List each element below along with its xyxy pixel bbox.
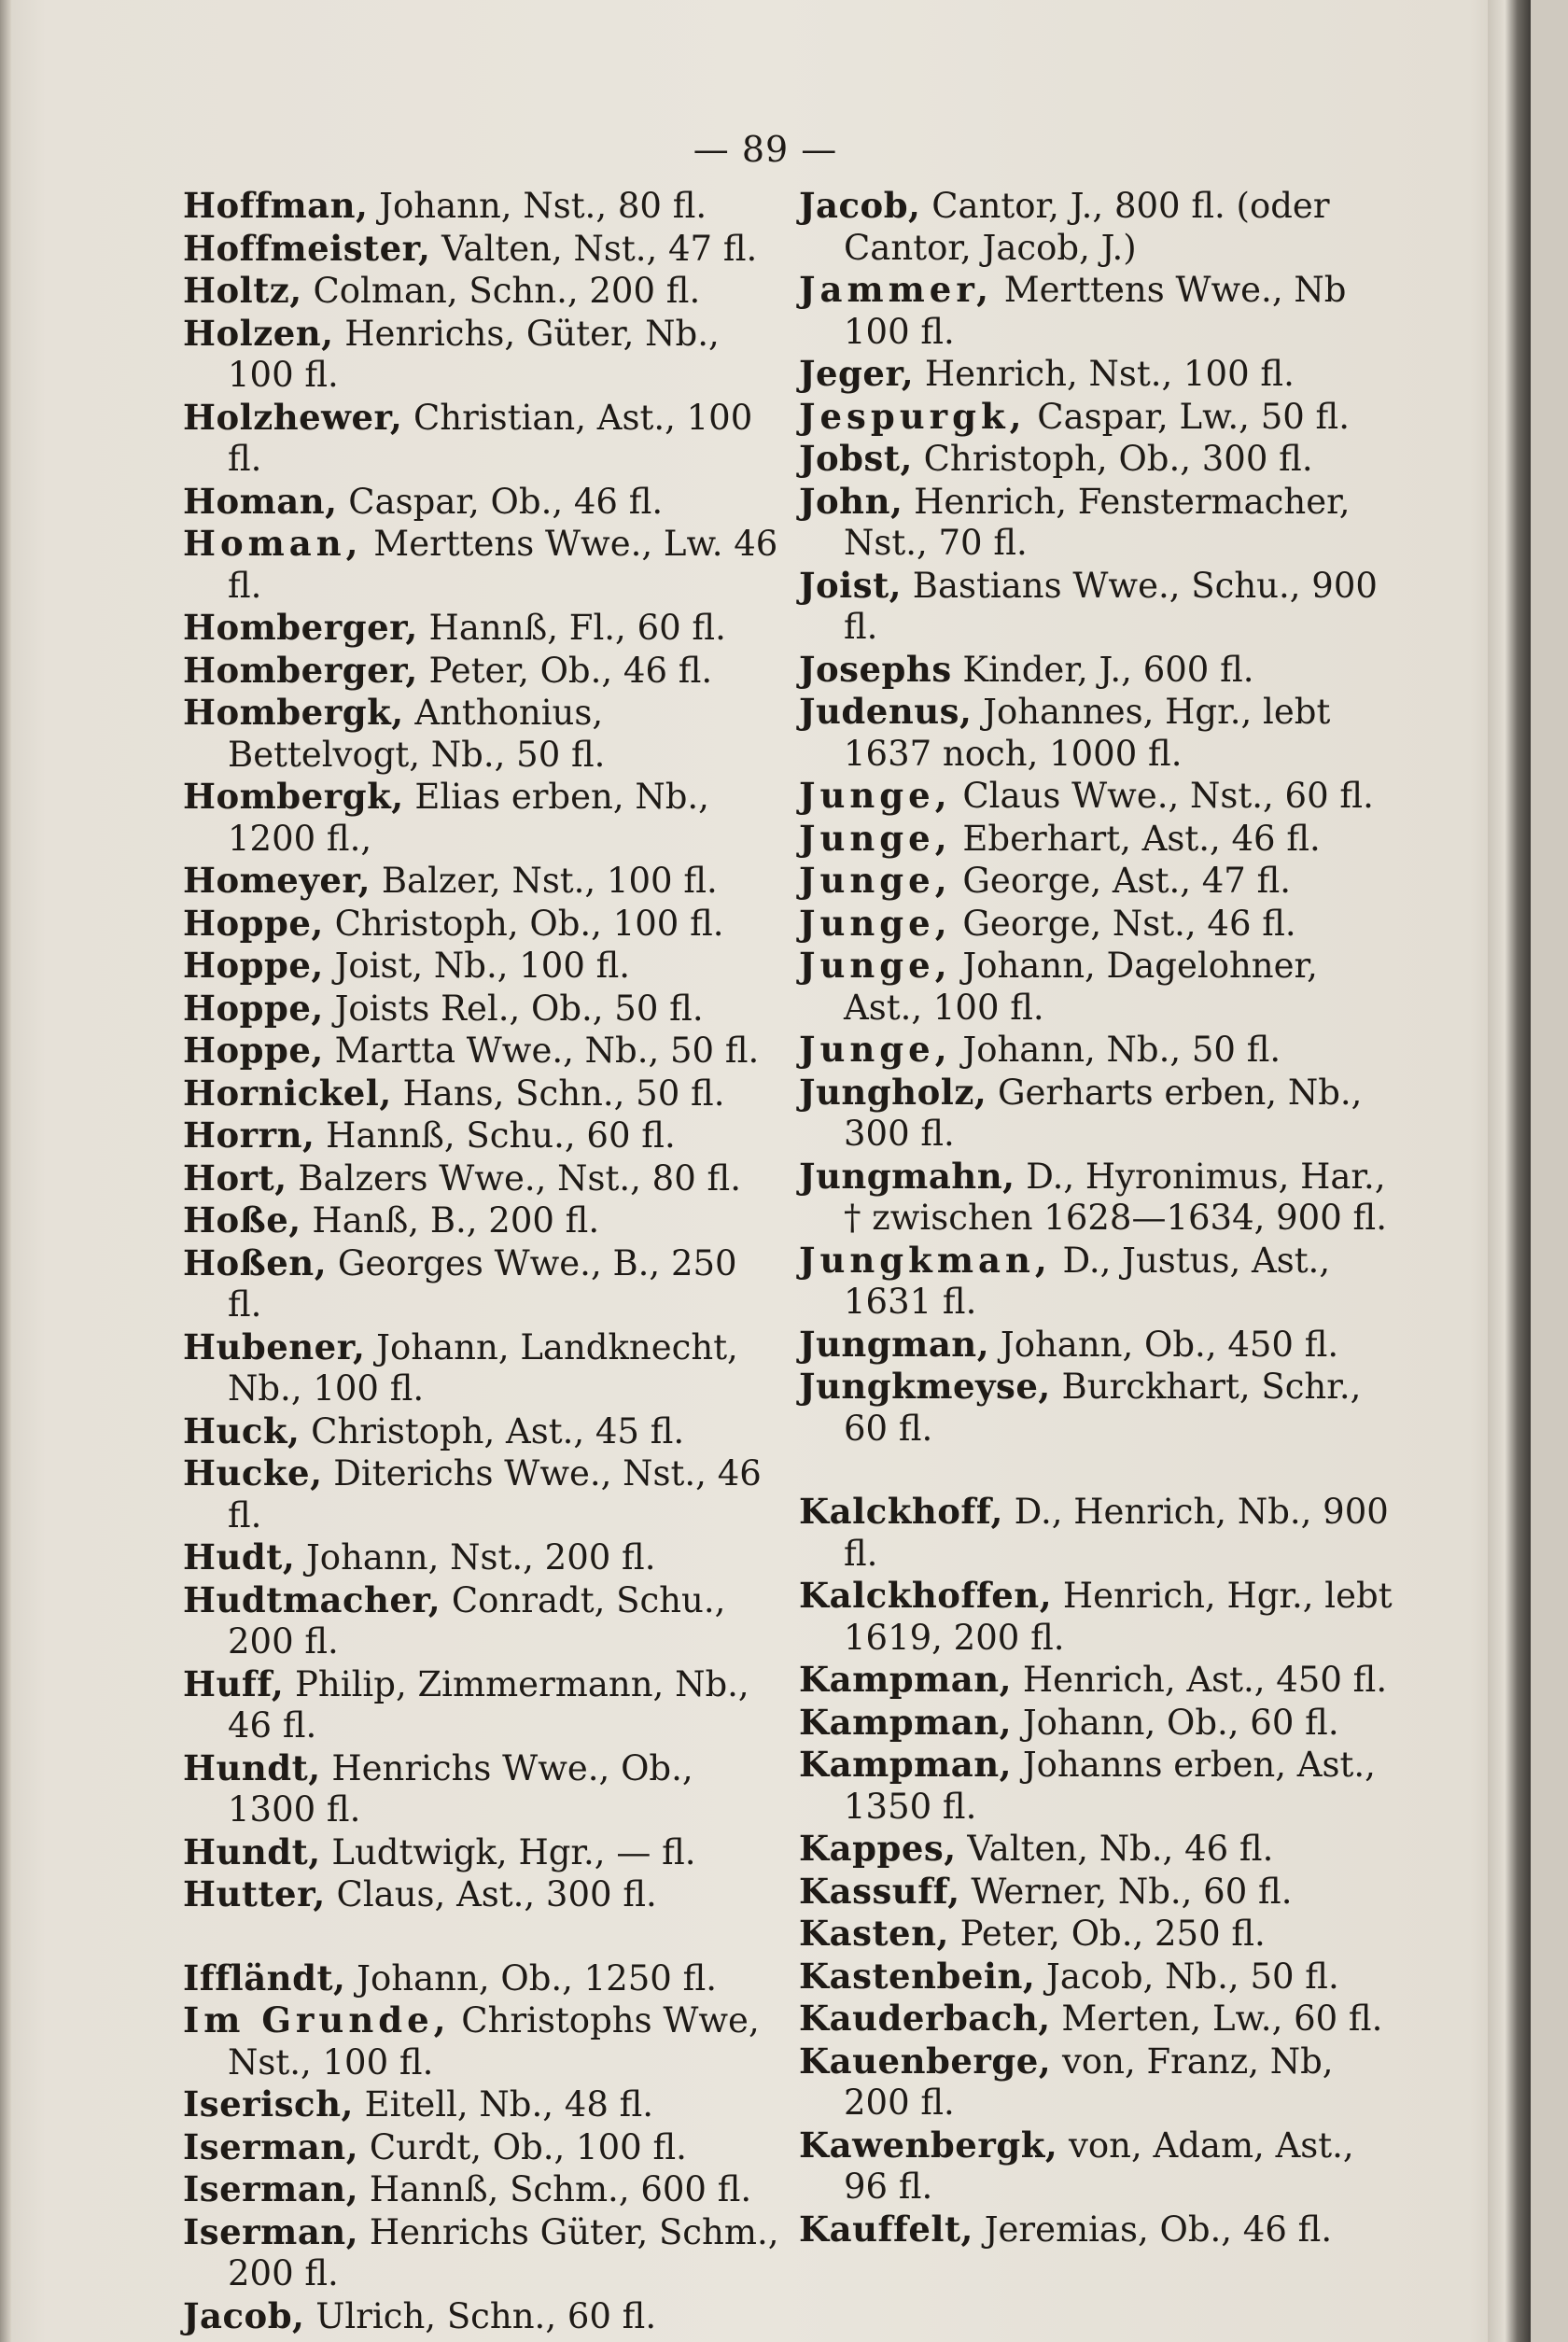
register-entry xyxy=(799,565,1396,649)
entry-details: Henrich, Fenstermacher, Nst., 70 fl. xyxy=(844,481,1351,563)
entry-surname: Hucke, xyxy=(183,1452,323,1494)
register-entry xyxy=(183,903,780,946)
register-entry xyxy=(183,945,780,988)
entry-surname: Kawenbergk, xyxy=(799,2124,1058,2166)
entry-surname: Iffländt, xyxy=(183,1956,346,1998)
entry-surname: Junge, xyxy=(799,1029,952,1070)
entry-surname: Holtz, xyxy=(183,270,302,311)
entry-surname: Kastenbein, xyxy=(799,1955,1036,1997)
register-entry xyxy=(183,185,780,228)
register-entry xyxy=(799,2040,1396,2125)
register-entry xyxy=(183,1452,780,1536)
entry-surname: Homberger, xyxy=(183,607,418,648)
register-entry xyxy=(183,1873,780,1916)
entry-details: Christoph, Ob., 300 fl. xyxy=(912,439,1313,479)
entry-surname: Iserman, xyxy=(183,2168,359,2209)
entry-surname: Joist, xyxy=(799,564,903,606)
entry-surname: Hoppe, xyxy=(183,987,324,1029)
entry-surname: Judenus, xyxy=(799,691,973,732)
register-entry xyxy=(183,860,780,903)
entry-surname: Jacob, xyxy=(183,2294,305,2336)
entry-surname: Homeyer, xyxy=(183,860,371,901)
register-entry xyxy=(799,185,1396,269)
entry-surname: Kauenberge, xyxy=(799,2040,1052,2082)
entry-surname: Hort, xyxy=(183,1157,287,1199)
entry-details: D., Hyronimus, Har., † zwischen 1628—1634, 900 fl. xyxy=(844,1156,1387,1238)
entry-surname: Hoppe, xyxy=(183,945,324,986)
register-entry xyxy=(183,1831,780,1874)
entry-details: Valten, Nb., 46 fl. xyxy=(956,1829,1274,1869)
register-entry xyxy=(183,1115,780,1157)
entry-details: Peter, Ob., 250 fl. xyxy=(948,1914,1266,1954)
entry-surname: Kasten, xyxy=(799,1913,949,1954)
register-entry xyxy=(799,353,1396,396)
entry-details: Colman, Schn., 200 fl. xyxy=(301,271,701,311)
entry-details: Johann, Nb., 50 fl. xyxy=(951,1030,1281,1070)
entry-details: Cantor, J., 800 fl. (oder Cantor, Jacob, J.) xyxy=(844,186,1330,268)
entry-surname: Kampman, xyxy=(799,1659,1013,1700)
register-entry xyxy=(799,1956,1396,1998)
register-entry xyxy=(799,438,1396,481)
register-entry xyxy=(799,903,1396,946)
entry-details: Merttens Wwe., Lw. 46 fl. xyxy=(228,524,778,606)
entry-surname: Huck, xyxy=(183,1409,301,1451)
register-entry xyxy=(183,397,780,481)
entry-surname: Hundt, xyxy=(183,1746,321,1788)
entry-surname: Hudtmacher, xyxy=(183,1578,441,1620)
entry-details: Johanns erben, Ast., 1350 fl. xyxy=(844,1745,1376,1827)
entry-details: Caspar, Lw., 50 fl. xyxy=(1026,396,1350,437)
register-entry xyxy=(183,1957,780,2000)
entry-details: Ulrich, Schn., 60 fl. xyxy=(304,2295,657,2336)
entry-details: Caspar, Ob., 46 fl. xyxy=(337,481,664,522)
entry-surname: Iserisch, xyxy=(183,2083,354,2125)
entry-details: von, Adam, Ast., 96 fl. xyxy=(844,2125,1354,2207)
entry-surname: Jacob, xyxy=(799,185,921,226)
register-entry xyxy=(799,1998,1396,2040)
entry-surname: Hudt, xyxy=(183,1536,296,1578)
register-entry xyxy=(183,607,780,650)
register-entry xyxy=(799,1744,1396,1828)
entry-surname: Jeger, xyxy=(799,353,915,394)
entry-details: Henrich, Hgr., lebt 1619, 200 fl. xyxy=(844,1576,1393,1658)
left-column xyxy=(183,185,780,2337)
entry-details: Claus, Ast., 300 fl. xyxy=(325,1874,657,1914)
register-entry xyxy=(183,2168,780,2211)
entry-details: Balzer, Nst., 100 fl. xyxy=(371,861,718,901)
entry-surname: Hoffman, xyxy=(183,185,369,226)
register-entry xyxy=(799,1659,1396,1702)
register-entry xyxy=(799,775,1396,818)
register-entry xyxy=(799,818,1396,861)
entry-details: Johann, Ob., 60 fl. xyxy=(1012,1702,1339,1743)
entry-details: Jeremias, Ob., 46 fl. xyxy=(973,2209,1333,2250)
entry-surname: Hoppe, xyxy=(183,1030,324,1071)
entry-details: D., Justus, Ast., 1631 fl. xyxy=(844,1240,1331,1322)
entry-details: Hannß, Schm., 600 fl. xyxy=(358,2169,752,2209)
entry-details: Jacob, Nb., 50 fl. xyxy=(1035,1956,1339,1997)
entry-details: Burckhart, Schr., 60 fl. xyxy=(844,1367,1362,1449)
entry-surname: Homan, xyxy=(183,480,338,522)
entry-details: Henrich, Nst., 100 fl. xyxy=(914,354,1295,394)
entry-surname: Hoße, xyxy=(183,1199,301,1241)
register-entry xyxy=(183,1410,780,1453)
entry-details: Gerharts erben, Nb., 300 fl. xyxy=(844,1072,1363,1154)
entry-details: Hannß, Fl., 60 fl. xyxy=(417,608,726,648)
register-entry xyxy=(799,1029,1396,1072)
register-entry xyxy=(183,1199,780,1242)
entry-details: Eitell, Nb., 48 fl. xyxy=(353,2084,654,2125)
entry-surname: Hubener, xyxy=(183,1325,366,1367)
entry-surname: Junge, xyxy=(799,817,952,859)
entry-surname: Jungkman, xyxy=(799,1239,1052,1281)
register-entry xyxy=(799,1828,1396,1871)
entry-details: George, Nst., 46 fl. xyxy=(951,903,1296,944)
register-entry xyxy=(183,650,780,693)
entry-details: Martta Wwe., Nb., 50 fl. xyxy=(323,1031,760,1071)
register-entry xyxy=(799,691,1396,775)
register-entry xyxy=(799,1156,1396,1240)
entry-surname: Jungman, xyxy=(799,1323,990,1365)
register-entry xyxy=(183,270,780,313)
entry-details: Johann, Nst., 200 fl. xyxy=(295,1537,656,1578)
register-entry xyxy=(799,269,1396,353)
entry-details: Conradt, Schu., 200 fl. xyxy=(228,1579,726,1662)
register-entry xyxy=(183,481,780,524)
entry-details: Werner, Nb., 60 fl. xyxy=(959,1871,1293,1912)
entry-details: Kinder, J., 600 fl. xyxy=(951,649,1254,690)
register-entry xyxy=(183,228,780,271)
entry-details: D., Henrich, Nb., 900 fl. xyxy=(844,1492,1389,1574)
entry-surname: Horrn, xyxy=(183,1115,315,1156)
register-entry xyxy=(799,1491,1396,1575)
entry-surname: Kauffelt, xyxy=(799,2208,973,2250)
register-entry xyxy=(183,1157,780,1200)
entry-details: Merten, Lw., 60 fl. xyxy=(1050,1998,1383,2039)
entry-surname: Hoffmeister, xyxy=(183,227,431,269)
register-entry xyxy=(183,313,780,397)
entry-surname: Josephs xyxy=(799,648,952,690)
entry-surname: Kampman, xyxy=(799,1701,1013,1743)
entry-surname: Jespurgk, xyxy=(799,395,1027,437)
entry-details: Joists Rel., Ob., 50 fl. xyxy=(323,988,704,1029)
entry-surname: Hombergk, xyxy=(183,692,404,733)
entry-details: Balzers Wwe., Nst., 80 fl. xyxy=(287,1157,741,1199)
entry-surname: Homberger, xyxy=(183,649,418,691)
entry-details: Johann, Ob., 450 fl. xyxy=(989,1324,1339,1365)
page-edge xyxy=(1488,0,1531,2342)
entry-surname: Kampman, xyxy=(799,1744,1013,1785)
entry-details: Johann, Ob., 1250 fl. xyxy=(345,1957,718,1998)
register-entry xyxy=(183,1073,780,1115)
entry-details: Curdt, Ob., 100 fl. xyxy=(358,2126,687,2167)
entry-surname: Junge, xyxy=(799,860,952,901)
entry-details: Eberhart, Ast., 46 fl. xyxy=(951,818,1321,859)
register-entry xyxy=(183,1579,780,1663)
register-entry xyxy=(183,1536,780,1579)
register-entry xyxy=(799,1575,1396,1659)
entry-surname: Homan, xyxy=(183,523,363,564)
entry-details: Johann, Dagelohner, Ast., 100 fl. xyxy=(844,946,1318,1028)
register-entry xyxy=(183,1663,780,1747)
entry-details: Hannß, Schu., 60 fl. xyxy=(315,1115,676,1156)
register-entry xyxy=(799,2209,1396,2251)
register-entry xyxy=(799,860,1396,903)
entry-details: Claus Wwe., Nst., 60 fl. xyxy=(951,776,1374,816)
entry-details: Henrich, Ast., 450 fl. xyxy=(1012,1660,1388,1700)
entry-details: Joist, Nb., 100 fl. xyxy=(323,946,631,986)
entry-details: Johannes, Hgr., lebt 1637 noch, 1000 fl. xyxy=(844,692,1331,774)
register-entry xyxy=(799,945,1396,1029)
entry-surname: Kauderbach, xyxy=(799,1998,1051,2039)
register-entry xyxy=(183,1326,780,1410)
register-entry xyxy=(799,1702,1396,1745)
register-entry xyxy=(183,1242,780,1326)
register-entry xyxy=(799,1913,1396,1956)
register-entry xyxy=(183,2083,780,2126)
register-entry xyxy=(799,1240,1396,1324)
register-entry xyxy=(799,1366,1396,1450)
entry-details: Merttens Wwe., Nb 100 fl. xyxy=(844,270,1347,352)
entry-surname: Kalckhoff, xyxy=(799,1491,1003,1532)
entry-details: Henrichs, Güter, Nb., 100 fl. xyxy=(228,313,720,395)
entry-details: Christoph, Ast., 45 fl. xyxy=(300,1410,685,1451)
register-entry xyxy=(183,2295,780,2338)
entry-surname: Holzen, xyxy=(183,312,334,354)
entry-surname: Kalckhoffen, xyxy=(799,1575,1053,1616)
entry-surname: Hornickel, xyxy=(183,1072,392,1114)
register-entry xyxy=(799,1324,1396,1367)
register-entry xyxy=(183,2211,780,2295)
entry-surname: Junge, xyxy=(799,902,952,944)
entry-details: Peter, Ob., 46 fl. xyxy=(417,650,713,691)
entry-details: Bastians Wwe., Schu., 900 fl. xyxy=(844,565,1378,647)
page-number: — 89 — xyxy=(693,129,838,170)
register-entry xyxy=(183,1747,780,1831)
register-entry xyxy=(183,1030,780,1073)
entry-surname: Hundt, xyxy=(183,1830,321,1872)
entry-surname: Iserman, xyxy=(183,2210,359,2252)
entry-surname: Hoßen, xyxy=(183,1241,328,1283)
entry-details: Hanß, B., 200 fl. xyxy=(301,1200,600,1241)
page-gutter xyxy=(0,0,11,2342)
entry-surname: Iserman, xyxy=(183,2125,359,2167)
register-entry xyxy=(183,988,780,1031)
register-entry xyxy=(799,396,1396,439)
entry-surname: Jungkmeyse, xyxy=(799,1366,1051,1407)
entry-details: Johann, Nst., 80 fl. xyxy=(368,186,707,226)
entry-details: Philip, Zimmermann, Nb., 46 fl. xyxy=(228,1663,749,1746)
register-entry xyxy=(799,649,1396,692)
entry-surname: Junge, xyxy=(799,775,952,816)
entry-details: Diterichs Wwe., Nst., 46 fl. xyxy=(228,1453,762,1536)
entry-surname: Jungmahn, xyxy=(799,1155,1015,1197)
entry-details: Henrichs Güter, Schm., 200 fl. xyxy=(228,2211,779,2293)
entry-details: Elias erben, Nb., 1200 fl., xyxy=(228,777,709,859)
entry-surname: Jammer, xyxy=(799,269,994,310)
entry-details: Christophs Wwe, Nst., 100 fl. xyxy=(228,2000,760,2083)
right-column xyxy=(799,185,1396,2251)
entry-details: George, Ast., 47 fl. xyxy=(951,861,1292,901)
entry-surname: Hombergk, xyxy=(183,776,404,817)
entry-surname: Jobst, xyxy=(799,438,913,479)
entry-surname: Hoppe, xyxy=(183,902,324,944)
entry-surname: Hutter, xyxy=(183,1873,326,1914)
entry-surname: Holzhewer, xyxy=(183,396,403,438)
entry-details: Hans, Schn., 50 fl. xyxy=(391,1073,725,1114)
entry-details: Christoph, Ob., 100 fl. xyxy=(323,903,724,944)
register-entry xyxy=(183,776,780,860)
entry-details: Anthonius, Bettelvogt, Nb., 50 fl. xyxy=(228,693,606,775)
entry-details: von, Franz, Nb, 200 fl. xyxy=(844,2040,1334,2123)
register-entry xyxy=(799,1072,1396,1156)
register-entry xyxy=(799,2125,1396,2209)
register-entry xyxy=(183,1999,780,2083)
entry-surname: Im Grunde, xyxy=(183,1999,451,2040)
entry-surname: Junge, xyxy=(799,945,952,986)
entry-details: Johann, Landknecht, Nb., 100 fl. xyxy=(228,1326,738,1409)
entry-surname: Kappes, xyxy=(799,1828,957,1869)
entry-details: Ludtwigk, Hgr., — fl. xyxy=(320,1831,696,1872)
entry-details: Georges Wwe., B., 250 fl. xyxy=(228,1242,737,1325)
entry-details: Henrichs Wwe., Ob., 1300 fl. xyxy=(228,1747,693,1830)
entry-surname: John, xyxy=(799,480,903,522)
register-entry xyxy=(183,692,780,776)
entry-details: Valten, Nst., 47 fl. xyxy=(430,228,758,269)
entry-details: Christian, Ast., 100 fl. xyxy=(228,397,753,479)
register-entry xyxy=(799,1871,1396,1914)
register-entry xyxy=(183,2126,780,2169)
entry-surname: Jungholz, xyxy=(799,1071,987,1113)
register-entry xyxy=(799,481,1396,565)
register-entry xyxy=(183,523,780,607)
entry-surname: Huff, xyxy=(183,1662,285,1704)
entry-surname: Kassuff, xyxy=(799,1870,960,1912)
